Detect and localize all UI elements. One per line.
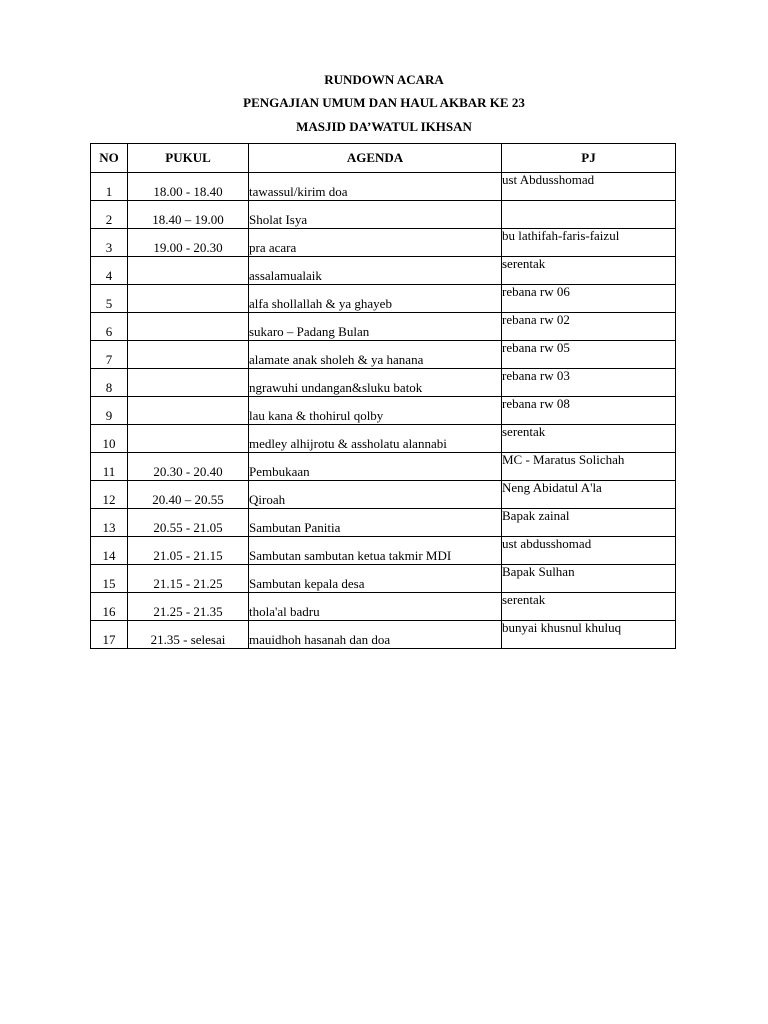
row-number: 11	[91, 453, 128, 481]
table-row	[91, 201, 676, 229]
row-time: 21.15 - 21.25	[128, 565, 249, 593]
row-agenda: alfa shollallah & ya ghayeb	[249, 285, 502, 313]
event-title: PENGAJIAN UMUM DAN HAUL AKBAR KE 23	[243, 95, 525, 110]
table-row	[91, 621, 676, 649]
row-pj: Neng Abidatul A'la	[502, 481, 676, 509]
table-row	[91, 341, 676, 369]
header-agenda: AGENDA	[249, 144, 502, 173]
header-no: NO	[91, 144, 128, 173]
row-agenda: ngrawuhi undangan&sluku batok	[249, 369, 502, 397]
row-time	[128, 313, 249, 341]
table-row	[91, 397, 676, 425]
row-time: 18.00 - 18.40	[128, 173, 249, 201]
row-agenda: mauidhoh hasanah dan doa	[249, 621, 502, 649]
row-pj	[502, 201, 676, 229]
row-agenda: lau kana & thohirul qolby	[249, 397, 502, 425]
row-agenda: alamate anak sholeh & ya hanana	[249, 341, 502, 369]
table-row	[91, 173, 676, 201]
table-header-row	[91, 144, 676, 173]
table-body	[91, 173, 676, 649]
row-pj: bunyai khusnul khuluq	[502, 621, 676, 649]
row-agenda: Sambutan sambutan ketua takmir MDI	[249, 537, 502, 565]
row-pj: serentak	[502, 593, 676, 621]
row-pj: rebana rw 06	[502, 285, 676, 313]
row-time	[128, 285, 249, 313]
row-number: 14	[91, 537, 128, 565]
row-pj: rebana rw 08	[502, 397, 676, 425]
row-pj: Bapak zainal	[502, 509, 676, 537]
row-time: 19.00 - 20.30	[128, 229, 249, 257]
row-time	[128, 257, 249, 285]
header-pukul: PUKUL	[128, 144, 249, 173]
row-pj: ust abdusshomad	[502, 537, 676, 565]
row-pj: rebana rw 05	[502, 341, 676, 369]
row-time: 21.05 - 21.15	[128, 537, 249, 565]
row-pj: bu lathifah-faris-faizul	[502, 229, 676, 257]
table-row	[91, 481, 676, 509]
row-agenda: thola'al badru	[249, 593, 502, 621]
venue-title: MASJID DA’WATUL IKHSAN	[296, 119, 472, 134]
row-agenda: Pembukaan	[249, 453, 502, 481]
table-row	[91, 453, 676, 481]
row-agenda: tawassul/kirim doa	[249, 173, 502, 201]
row-number: 8	[91, 369, 128, 397]
row-time: 20.30 - 20.40	[128, 453, 249, 481]
table-row	[91, 425, 676, 453]
document-title: RUNDOWN ACARA	[324, 72, 444, 87]
row-time	[128, 397, 249, 425]
row-pj: MC - Maratus Solichah	[502, 453, 676, 481]
row-number: 15	[91, 565, 128, 593]
row-time: 20.55 - 21.05	[128, 509, 249, 537]
row-pj: rebana rw 02	[502, 313, 676, 341]
row-agenda: Sholat Isya	[249, 201, 502, 229]
row-number: 1	[91, 173, 128, 201]
row-pj: Bapak Sulhan	[502, 565, 676, 593]
row-number: 10	[91, 425, 128, 453]
row-agenda: sukaro – Padang Bulan	[249, 313, 502, 341]
row-time	[128, 369, 249, 397]
row-time: 21.35 - selesai	[128, 621, 249, 649]
table-row	[91, 257, 676, 285]
table-row	[91, 509, 676, 537]
row-number: 5	[91, 285, 128, 313]
row-agenda: Qiroah	[249, 481, 502, 509]
row-number: 6	[91, 313, 128, 341]
table-row	[91, 537, 676, 565]
table-row	[91, 565, 676, 593]
row-time	[128, 341, 249, 369]
row-agenda: pra acara	[249, 229, 502, 257]
row-number: 12	[91, 481, 128, 509]
row-number: 9	[91, 397, 128, 425]
table-row	[91, 313, 676, 341]
row-pj: ust Abdusshomad	[502, 173, 676, 201]
table-row	[91, 285, 676, 313]
table-row	[91, 593, 676, 621]
row-pj: rebana rw 03	[502, 369, 676, 397]
row-number: 3	[91, 229, 128, 257]
row-agenda: assalamualaik	[249, 257, 502, 285]
row-number: 16	[91, 593, 128, 621]
rundown-table	[90, 143, 676, 649]
row-agenda: Sambutan kepala desa	[249, 565, 502, 593]
row-number: 13	[91, 509, 128, 537]
row-number: 4	[91, 257, 128, 285]
row-number: 2	[91, 201, 128, 229]
row-time	[128, 425, 249, 453]
row-time: 20.40 – 20.55	[128, 481, 249, 509]
table-row	[91, 369, 676, 397]
row-agenda: medley alhijrotu & assholatu alannabi	[249, 425, 502, 453]
table-row	[91, 229, 676, 257]
row-number: 7	[91, 341, 128, 369]
row-time: 21.25 - 21.35	[128, 593, 249, 621]
row-pj: serentak	[502, 257, 676, 285]
row-time: 18.40 – 19.00	[128, 201, 249, 229]
header-pj: PJ	[502, 144, 676, 173]
row-pj: serentak	[502, 425, 676, 453]
row-agenda: Sambutan Panitia	[249, 509, 502, 537]
row-number: 17	[91, 621, 128, 649]
